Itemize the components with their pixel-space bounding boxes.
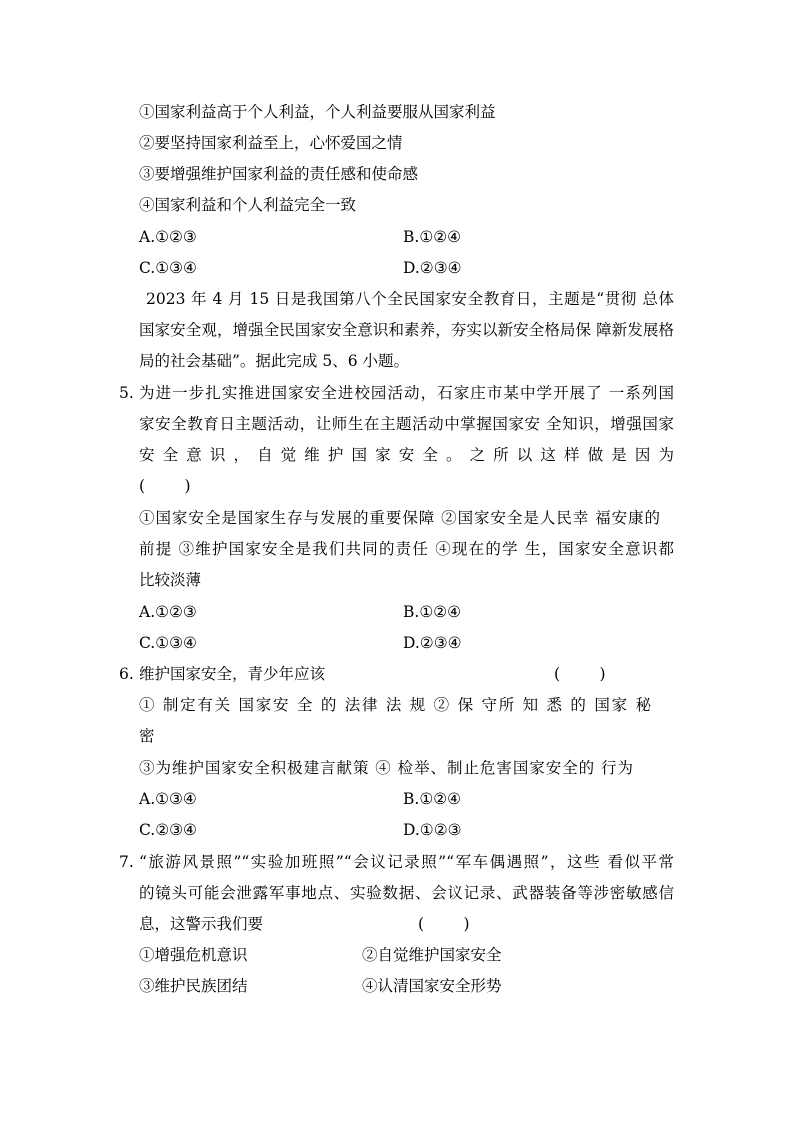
prev-option-a: A.①②③ (139, 228, 197, 246)
q5-statement-line-3: 比较淡薄 (139, 571, 202, 589)
q5-stem-line-2: 家安全教育日主题活动，让师生在主题活动中掌握国家安 全知识，增强国家 (139, 415, 674, 433)
prev-statement-1: ①国家利益高于个人利益，个人利益要服从国家利益 (139, 103, 496, 121)
intro-line-2: 国家安全观，增强全民国家安全意识和素养，夯实以新安全格局保 障新发展格 (139, 321, 674, 339)
q6-statement-line-1: ① 制定有关 国家安 全 的 法律 法 规 ② 保 守所 知 悉 的 国家 秘 (139, 696, 651, 714)
q5-stem-line-1: 为进一步扎实推进国家安全进校园活动，石家庄市某中学开展了 一系列国 (139, 384, 674, 402)
q7-statement-4: ④认清国家安全形势 (362, 977, 502, 995)
prev-statement-3: ③要增强维护国家利益的责任感和使命感 (139, 165, 419, 183)
q5-stem-line-3: 安 全 意 识 ， 自 觉 维 护 国 家 安 全 。 之 所 以 这 样 做 是 因 为 (139, 446, 674, 464)
intro-line-3: 局的社会基础”。据此完成 5、6 小题。 (139, 352, 410, 370)
prev-statement-4: ④国家利益和个人利益完全一致 (139, 196, 357, 214)
q7-statement-2: ②自觉维护国家安全 (362, 946, 502, 964)
q5-number: 5. (119, 384, 134, 402)
q6-option-d: D.①②③ (403, 821, 462, 839)
prev-statement-2: ②要坚持国家利益至上，心怀爱国之情 (139, 134, 403, 152)
q5-option-d: D.②③④ (403, 634, 462, 652)
q5-option-c: C.①③④ (139, 634, 197, 652)
q5-option-a: A.①②③ (139, 603, 197, 621)
prev-option-b: B.①②④ (403, 228, 462, 246)
prev-option-d: D.②③④ (403, 259, 462, 277)
q5-answer-paren: ( ) (139, 477, 191, 495)
q7-number: 7. (119, 853, 134, 871)
q7-stem-line-2: 的镜头可能会泄露军事地点、实验数据、会议记录、武器装备等涉密敏感信 (139, 884, 674, 902)
q6-number: 6. (119, 665, 134, 683)
q7-answer-paren: ( ) (418, 915, 470, 933)
q6-statement-line-2: 密 (139, 727, 155, 745)
q5-statement-line-2: 前提 ③维护国家安全是我们共同的责任 ④现在的学 生，国家安全意识都 (139, 540, 674, 558)
q7-statement-1: ①增强危机意识 (139, 946, 248, 964)
q6-answer-paren: ( ) (554, 665, 606, 683)
intro-line-1: 2023 年 4 月 15 日是我国第八个全民国家安全教育日，主题是“贯彻 总体 (146, 290, 674, 308)
q6-stem: 维护国家安全，青少年应该 (139, 665, 326, 683)
q7-stem-line-3: 息，这警示我们要 (139, 915, 264, 933)
q5-statement-line-1: ①国家安全是国家生存与发展的重要保障 ②国家安全是人民幸 福安康的 (139, 509, 660, 527)
q6-option-b: B.①②④ (403, 790, 462, 808)
q7-statement-3: ③维护民族团结 (139, 977, 248, 995)
q6-option-c: C.②③④ (139, 821, 197, 839)
q6-option-a: A.①③④ (139, 790, 197, 808)
q5-option-b: B.①②④ (403, 603, 462, 621)
prev-option-c: C.①③④ (139, 259, 197, 277)
q7-stem-line-1: “旅游风景照”“实验加班照”“会议记录照”“军车偶遇照”，这些 看似平常 (139, 853, 674, 871)
q6-statement-line-3: ③为维护国家安全积极建言献策 ④ 检举、制止危害国家安全的 行为 (139, 759, 633, 777)
